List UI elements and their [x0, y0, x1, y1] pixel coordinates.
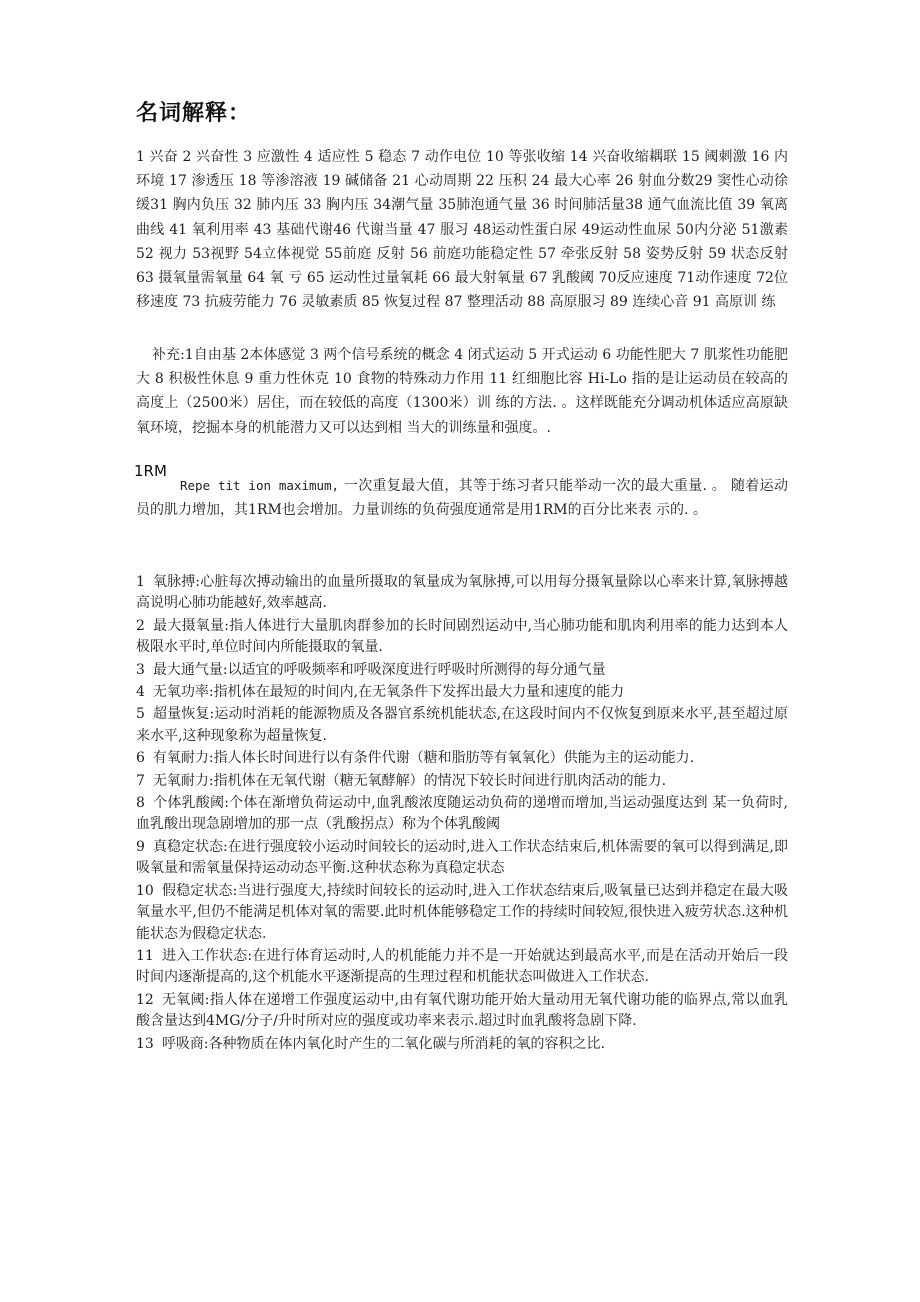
definition-number: 9: [136, 838, 145, 855]
rm-english-term: Repe tit ion maximum,: [180, 478, 340, 493]
definitions-list: [136, 572, 788, 1056]
definition-item: [136, 704, 788, 747]
definition-number: 7: [136, 772, 145, 789]
terms-list: 1 兴奋 2 兴奋性 3 应激性 4 适应性 5 稳态 7 动作电位 10 等张收缩 14 兴奋收缩耦联 15 阈刺激 16 内环境 17 渗透压 18 等渗溶液 19 碱储备 21 心动周期 22 压积 24 最大心率 26 射血分数29 窦性心动徐缓31 胸内负压 32 肺内压 33 胸内压 34潮气量 35肺泡通气量 36 时间肺活量38 通气血流比值 39 氧离曲线 41 氧利用率 43 基础代谢46 代谢当量 47 服习 48运动性蛋白尿 49运动性血尿 50内分泌 51激素 52 视力 53视野 54立体视觉 55前庭 反射 56 前庭功能稳定性 57 牵张反射 58 姿势反射 59 状态反射 63 摄氧量需氧量 64 氧 亏 65 运动性过量氧耗 66 最大射氧量 67 乳酸阈 70反应速度 71动作速度 72位移速度 73 抗疲劳能力 76 灵敏素质 85 恢复过程 87 整理活动 88 高原服习 89 连续心音 91 高原训 练: [136, 149, 788, 311]
definition-item: [136, 660, 788, 681]
definition-item: [136, 990, 788, 1033]
definition-number: 6: [136, 750, 145, 767]
definition-number: 11: [136, 947, 154, 964]
definition-text: 假稳定状态:当进行强度大,持续时间较长的运动时,进入工作状态结束后,吸氧量已达到并稳定在最大吸氧量水平,但仍不能满足机体对氧的需要.此时机体能够稳定工作的持续时间较短,很快进入疲劳状态.这种机能状态为假稳定状态.: [136, 882, 788, 942]
definition-number: 3: [136, 661, 145, 678]
definition-text: 真稳定状态:在进行强度较小运动时间较长的运动时,进入工作状态结束后,机体需要的氧可以得到满足,即吸氧量和需氧量保持运动动态平衡.这种状态称为真稳定状态: [136, 838, 788, 877]
definition-text: 呼吸商:各种物质在体内氧化时产生的二氧化碳与所消耗的氧的容积之比.: [161, 1035, 605, 1052]
definition-item: [136, 1034, 788, 1055]
definition-number: 1: [136, 574, 145, 590]
definition-item: [136, 881, 788, 945]
definition-text: 最大通气量:以适宜的呼吸频率和呼吸深度进行呼吸时所测得的每分通气量: [152, 661, 606, 678]
definition-item: [136, 771, 788, 792]
definition-text: 个体乳酸阈:个体在渐增负荷运动中,血乳酸浓度随运动负荷的递增而增加,当运动强度达到 某一负荷时,血乳酸出现急剧增加的那一点（乳酸拐点）称为个体乳酸阈: [136, 795, 788, 833]
rm-paragraph: [136, 474, 788, 522]
definition-text: 超量恢复:运动时消耗的能源物质及各器官系统机能状态,在这段时间内不仅恢复到原来水平,甚至超过原来水平,这种现象称为超量恢复.: [136, 706, 788, 744]
definition-text: 氧脉搏:心脏每次搏动输出的血量所摄取的氧量成为氧脉搏,可以用每分摄氧量除以心率来计算,氧脉搏越高说明心肺功能越好,效率越高.: [136, 574, 788, 612]
definition-text: 无氧阈:指人体在递增工作强度运动中,由有氧代谢功能开始大量动用无氧代谢功能的临界点,常以血乳酸含量达到4MG/分子/升时所对应的强度或功率来表示.超过时血乳酸将急剧下降.: [136, 991, 788, 1030]
definition-text: 最大摄氧量:指人体进行大量肌肉群参加的长时间剧烈运动中,当心肺功能和肌肉利用率的能力达到本人极限水平时,单位时间内所能摄取的氧量.: [136, 617, 788, 656]
definition-text: 无氧功率:指机体在最短的时间内,在无氧条件下发挥出最大力量和速度的能力: [152, 684, 625, 701]
definition-text: 有氧耐力:指人体长时间进行以有条件代谢（糖和脂肪等有氧氧化）供能为主的运动能力.: [152, 750, 695, 767]
definition-number: 10: [136, 882, 154, 899]
definition-number: 8: [136, 795, 145, 812]
definition-number: 13: [136, 1035, 154, 1052]
definition-text: 无氧耐力:指机体在无氧代谢（糖无氧酵解）的情况下较长时间进行肌肉活动的能力.: [152, 772, 667, 789]
rm-heading: 1RM: [134, 462, 167, 480]
page-title: 名词解释：: [136, 101, 252, 126]
definition-number: 4: [136, 684, 145, 701]
definition-item: [136, 616, 788, 659]
definition-item: [136, 837, 788, 880]
supplement-paragraph: 补充:1自由基 2本体感觉 3 两个信号系统的概念 4 闭式运动 5 开式运动 6 功能性肥大 7 肌浆性功能肥大 8 积极性休息 9 重力性休克 10 食物的特殊动力作用 11 红细胞比容 Hi-Lo 指的是让运动员在较高的高度上（2500米）居住，而在较低的高度（1300米）训 练的方法. 。这样既能充分调动机体适应高原缺氧环境，挖掘本身的机能潜力又可以达到相 当大的训练量和强度。.: [136, 347, 788, 436]
definition-item: [136, 572, 788, 615]
definition-number: 5: [136, 706, 145, 723]
definition-item: [136, 682, 788, 703]
rm-text: 一次重复最大值，其等于练习者只能举动一次的最大重量. 。 随着运动员的肌力增加，其1RM也会增加。力量训练的负荷强度通常是用1RM的百分比来表 示的. 。: [136, 478, 788, 518]
definition-number: 12: [136, 991, 154, 1008]
definition-item: [136, 748, 788, 769]
definition-item: [136, 793, 788, 836]
definition-text: 进入工作状态:在进行体育运动时,人的机能能力并不是一开始就达到最高水平,而是在活动开始后一段时间内逐渐提高的,这个机能水平逐渐提高的生理过程和机能状态叫做进入工作状态.: [136, 947, 788, 986]
definition-number: 2: [136, 617, 145, 634]
definition-item: [136, 946, 788, 989]
